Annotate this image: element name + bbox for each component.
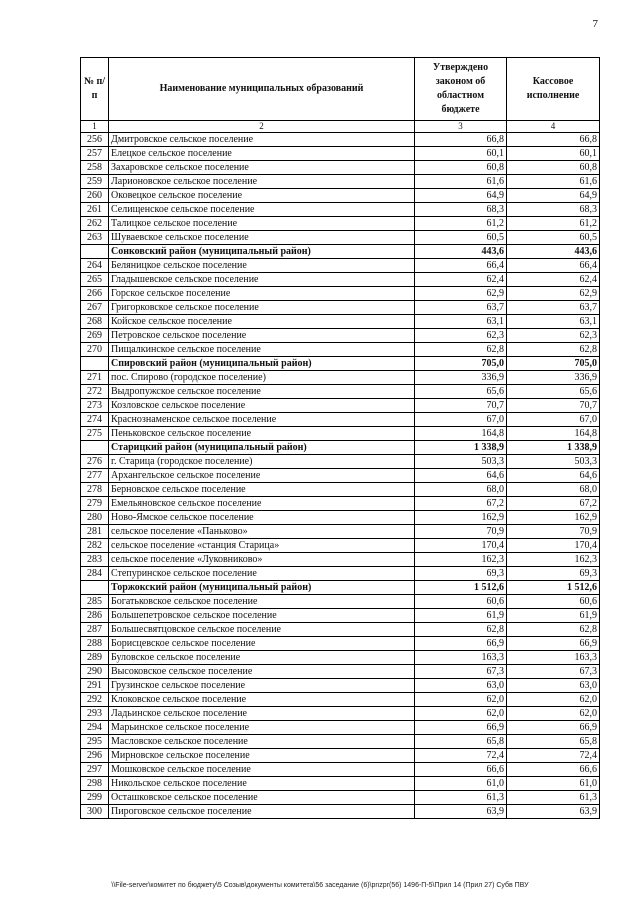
executed-amount: 162,3 (507, 553, 600, 567)
table-row (81, 175, 600, 189)
page-number: 7 (592, 18, 598, 30)
executed-amount: 170,4 (507, 539, 600, 553)
executed-amount: 503,3 (507, 455, 600, 469)
table-row (81, 553, 600, 567)
executed-amount: 68,0 (507, 483, 600, 497)
row-number: 275 (81, 427, 109, 441)
row-number: 277 (81, 469, 109, 483)
row-number: 297 (81, 763, 109, 777)
column-index: 1 (81, 121, 109, 133)
row-number: 282 (81, 539, 109, 553)
table-row (81, 777, 600, 791)
table-row (81, 399, 600, 413)
approved-amount: 66,9 (415, 721, 507, 735)
approved-amount: 69,3 (415, 567, 507, 581)
column-index: 3 (415, 121, 507, 133)
table-row (81, 637, 600, 651)
municipality-name: сельское поселение «станция Старица» (109, 539, 415, 553)
district-row (81, 357, 600, 371)
table-row (81, 721, 600, 735)
executed-amount: 63,9 (507, 805, 600, 819)
table-row (81, 693, 600, 707)
municipality-name: Ларионовское сельское поселение (109, 175, 415, 189)
approved-amount: 336,9 (415, 371, 507, 385)
approved-amount: 62,9 (415, 287, 507, 301)
approved-amount: 66,8 (415, 133, 507, 147)
approved-amount: 705,0 (415, 357, 507, 371)
executed-amount: 63,1 (507, 315, 600, 329)
executed-amount: 1 338,9 (507, 441, 600, 455)
executed-amount: 62,8 (507, 623, 600, 637)
municipality-name: пос. Спирово (городское поселение) (109, 371, 415, 385)
municipality-name: Горское сельское поселение (109, 287, 415, 301)
executed-amount: 64,6 (507, 469, 600, 483)
row-number: 259 (81, 175, 109, 189)
row-number: 280 (81, 511, 109, 525)
executed-amount: 68,3 (507, 203, 600, 217)
municipality-name: Архангельское сельское поселение (109, 469, 415, 483)
table-row (81, 735, 600, 749)
executed-amount: 62,0 (507, 693, 600, 707)
municipality-name: Селищенское сельское поселение (109, 203, 415, 217)
approved-amount: 67,2 (415, 497, 507, 511)
row-number: 268 (81, 315, 109, 329)
executed-amount: 72,4 (507, 749, 600, 763)
row-number (81, 441, 109, 455)
approved-amount: 64,6 (415, 469, 507, 483)
table-row (81, 805, 600, 819)
row-number: 266 (81, 287, 109, 301)
row-number: 276 (81, 455, 109, 469)
row-number: 285 (81, 595, 109, 609)
table-row (81, 469, 600, 483)
municipality-name: Ново-Ямское сельское поселение (109, 511, 415, 525)
municipality-name: сельское поселение «Паньково» (109, 525, 415, 539)
row-number: 299 (81, 791, 109, 805)
executed-amount: 67,3 (507, 665, 600, 679)
approved-amount: 66,9 (415, 637, 507, 651)
municipality-name: Сонковский район (муниципальный район) (109, 245, 415, 259)
approved-amount: 61,9 (415, 609, 507, 623)
municipality-name: Беляницкое сельское поселение (109, 259, 415, 273)
table-row (81, 301, 600, 315)
approved-amount: 63,0 (415, 679, 507, 693)
column-index-row (81, 121, 600, 133)
row-number: 278 (81, 483, 109, 497)
municipality-name: Оковецкое сельское поселение (109, 189, 415, 203)
table-row (81, 763, 600, 777)
approved-amount: 61,2 (415, 217, 507, 231)
table-row (81, 231, 600, 245)
municipality-name: Спировский район (муниципальный район) (109, 357, 415, 371)
executed-amount: 67,2 (507, 497, 600, 511)
row-number: 287 (81, 623, 109, 637)
approved-amount: 65,8 (415, 735, 507, 749)
executed-amount: 65,6 (507, 385, 600, 399)
municipality-name: Петровское сельское поселение (109, 329, 415, 343)
executed-amount: 63,7 (507, 301, 600, 315)
municipality-name: Большесвятцовское сельское поселение (109, 623, 415, 637)
approved-amount: 443,6 (415, 245, 507, 259)
approved-amount: 72,4 (415, 749, 507, 763)
table-row (81, 161, 600, 175)
row-number (81, 357, 109, 371)
table-row (81, 371, 600, 385)
approved-amount: 170,4 (415, 539, 507, 553)
district-row (81, 581, 600, 595)
row-number: 256 (81, 133, 109, 147)
approved-amount: 62,3 (415, 329, 507, 343)
municipality-name: Буловское сельское поселение (109, 651, 415, 665)
row-number: 293 (81, 707, 109, 721)
table-row (81, 679, 600, 693)
table-row (81, 427, 600, 441)
municipality-name: Масловское сельское поселение (109, 735, 415, 749)
approved-amount: 62,8 (415, 343, 507, 357)
municipality-name: Пищалкинское сельское поселение (109, 343, 415, 357)
approved-amount: 67,3 (415, 665, 507, 679)
approved-amount: 63,7 (415, 301, 507, 315)
approved-amount: 61,3 (415, 791, 507, 805)
municipality-name: Койское сельское поселение (109, 315, 415, 329)
approved-amount: 66,4 (415, 259, 507, 273)
approved-amount: 66,6 (415, 763, 507, 777)
table-row (81, 329, 600, 343)
row-number: 260 (81, 189, 109, 203)
row-number: 286 (81, 609, 109, 623)
table-row (81, 413, 600, 427)
municipality-name: Шуваевское сельское поселение (109, 231, 415, 245)
column-index: 2 (109, 121, 415, 133)
column-index: 4 (507, 121, 600, 133)
executed-amount: 336,9 (507, 371, 600, 385)
municipality-name: Марьинское сельское поселение (109, 721, 415, 735)
approved-amount: 68,0 (415, 483, 507, 497)
municipality-name: Большепетровское сельское поселение (109, 609, 415, 623)
approved-amount: 164,8 (415, 427, 507, 441)
municipality-name: Старицкий район (муниципальный район) (109, 441, 415, 455)
municipality-name: Ладьинское сельское поселение (109, 707, 415, 721)
table-row (81, 525, 600, 539)
approved-amount: 62,8 (415, 623, 507, 637)
municipality-name: Емельяновское сельское поселение (109, 497, 415, 511)
executed-amount: 163,3 (507, 651, 600, 665)
approved-amount: 162,9 (415, 511, 507, 525)
executed-amount: 66,9 (507, 637, 600, 651)
row-number: 279 (81, 497, 109, 511)
row-number: 273 (81, 399, 109, 413)
municipality-name: Пироговское сельское поселение (109, 805, 415, 819)
approved-amount: 70,7 (415, 399, 507, 413)
header-num: № п/п (81, 58, 109, 121)
executed-amount: 164,8 (507, 427, 600, 441)
approved-amount: 63,1 (415, 315, 507, 329)
approved-amount: 60,8 (415, 161, 507, 175)
executed-amount: 62,0 (507, 707, 600, 721)
row-number: 264 (81, 259, 109, 273)
row-number (81, 581, 109, 595)
approved-amount: 1 512,6 (415, 581, 507, 595)
table-row (81, 483, 600, 497)
executed-amount: 60,6 (507, 595, 600, 609)
row-number: 267 (81, 301, 109, 315)
table-row (81, 609, 600, 623)
municipality-name: Талицкое сельское поселение (109, 217, 415, 231)
executed-amount: 62,4 (507, 273, 600, 287)
executed-amount: 1 512,6 (507, 581, 600, 595)
footer-file-path: \\File-server\комитет по бюджету\5 Созыв\документы комитета\56 заседание (6)\pnzpr(56) 1496-П-5\Прил 14 (Прил 27) Субв ПВУ (111, 882, 529, 889)
table-row (81, 595, 600, 609)
table-header-row (81, 58, 600, 121)
approved-amount: 63,9 (415, 805, 507, 819)
approved-amount: 68,3 (415, 203, 507, 217)
row-number: 298 (81, 777, 109, 791)
approved-amount: 62,0 (415, 693, 507, 707)
row-number (81, 245, 109, 259)
table-row (81, 203, 600, 217)
row-number: 257 (81, 147, 109, 161)
row-number: 269 (81, 329, 109, 343)
district-row (81, 245, 600, 259)
table-row (81, 497, 600, 511)
row-number: 290 (81, 665, 109, 679)
row-number: 271 (81, 371, 109, 385)
table-row (81, 287, 600, 301)
approved-amount: 162,3 (415, 553, 507, 567)
row-number: 296 (81, 749, 109, 763)
executed-amount: 61,2 (507, 217, 600, 231)
executed-amount: 62,8 (507, 343, 600, 357)
row-number: 261 (81, 203, 109, 217)
municipality-name: Мошковское сельское поселение (109, 763, 415, 777)
executed-amount: 443,6 (507, 245, 600, 259)
table-row (81, 623, 600, 637)
row-number: 289 (81, 651, 109, 665)
approved-amount: 62,0 (415, 707, 507, 721)
executed-amount: 66,9 (507, 721, 600, 735)
municipality-name: сельское поселение «Луковниково» (109, 553, 415, 567)
row-number: 284 (81, 567, 109, 581)
row-number: 274 (81, 413, 109, 427)
municipality-name: Богатьковское сельское поселение (109, 595, 415, 609)
row-number: 288 (81, 637, 109, 651)
municipality-name: Гладышевское сельское поселение (109, 273, 415, 287)
executed-amount: 61,9 (507, 609, 600, 623)
executed-amount: 66,6 (507, 763, 600, 777)
executed-amount: 69,3 (507, 567, 600, 581)
municipality-name: Берновское сельское поселение (109, 483, 415, 497)
row-number: 292 (81, 693, 109, 707)
table-row (81, 133, 600, 147)
executed-amount: 61,0 (507, 777, 600, 791)
table-row (81, 455, 600, 469)
row-number: 263 (81, 231, 109, 245)
table-row (81, 791, 600, 805)
row-number: 262 (81, 217, 109, 231)
district-row (81, 441, 600, 455)
row-number: 270 (81, 343, 109, 357)
municipality-name: Степуринское сельское поселение (109, 567, 415, 581)
table-row (81, 707, 600, 721)
table-row (81, 259, 600, 273)
municipality-name: Елецкое сельское поселение (109, 147, 415, 161)
municipality-name: Торжокский район (муниципальный район) (109, 581, 415, 595)
row-number: 294 (81, 721, 109, 735)
table-row (81, 511, 600, 525)
executed-amount: 70,9 (507, 525, 600, 539)
executed-amount: 162,9 (507, 511, 600, 525)
table-row (81, 315, 600, 329)
municipality-name: Высоковское сельское поселение (109, 665, 415, 679)
municipality-name: Мирновское сельское поселение (109, 749, 415, 763)
table-row (81, 749, 600, 763)
municipality-name: Пеньковское сельское поселение (109, 427, 415, 441)
approved-amount: 70,9 (415, 525, 507, 539)
row-number: 265 (81, 273, 109, 287)
approved-amount: 60,5 (415, 231, 507, 245)
row-number: 281 (81, 525, 109, 539)
municipality-name: Григорковское сельское поселение (109, 301, 415, 315)
approved-amount: 60,6 (415, 595, 507, 609)
executed-amount: 67,0 (507, 413, 600, 427)
table-row (81, 189, 600, 203)
municipality-name: Дмитровское сельское поселение (109, 133, 415, 147)
table-row (81, 385, 600, 399)
table-row (81, 217, 600, 231)
executed-amount: 65,8 (507, 735, 600, 749)
header-approved: Утверждено законом об областном бюджете (415, 58, 507, 121)
municipality-name: Выдропужское сельское поселение (109, 385, 415, 399)
executed-amount: 62,9 (507, 287, 600, 301)
table-row (81, 651, 600, 665)
executed-amount: 60,5 (507, 231, 600, 245)
municipality-name: г. Старица (городское поселение) (109, 455, 415, 469)
table-row (81, 273, 600, 287)
executed-amount: 60,8 (507, 161, 600, 175)
approved-amount: 62,4 (415, 273, 507, 287)
table-row (81, 665, 600, 679)
table-row (81, 343, 600, 357)
table-row (81, 539, 600, 553)
row-number: 300 (81, 805, 109, 819)
executed-amount: 70,7 (507, 399, 600, 413)
row-number: 272 (81, 385, 109, 399)
executed-amount: 66,8 (507, 133, 600, 147)
municipality-name: Никольское сельское поселение (109, 777, 415, 791)
budget-table (80, 57, 600, 819)
executed-amount: 62,3 (507, 329, 600, 343)
municipality-name: Грузинское сельское поселение (109, 679, 415, 693)
municipality-name: Краснознаменское сельское поселение (109, 413, 415, 427)
municipality-name: Клоковское сельское поселение (109, 693, 415, 707)
approved-amount: 61,0 (415, 777, 507, 791)
approved-amount: 60,1 (415, 147, 507, 161)
municipality-name: Захаровское сельское поселение (109, 161, 415, 175)
municipality-name: Борисцевское сельское поселение (109, 637, 415, 651)
row-number: 283 (81, 553, 109, 567)
approved-amount: 61,6 (415, 175, 507, 189)
header-name: Наименование муниципальных образований (109, 58, 415, 121)
approved-amount: 503,3 (415, 455, 507, 469)
approved-amount: 1 338,9 (415, 441, 507, 455)
approved-amount: 67,0 (415, 413, 507, 427)
header-executed: Кассовое исполнение (507, 58, 600, 121)
row-number: 258 (81, 161, 109, 175)
executed-amount: 64,9 (507, 189, 600, 203)
table-row (81, 147, 600, 161)
executed-amount: 63,0 (507, 679, 600, 693)
municipality-name: Осташковское сельское поселение (109, 791, 415, 805)
row-number: 295 (81, 735, 109, 749)
executed-amount: 66,4 (507, 259, 600, 273)
executed-amount: 60,1 (507, 147, 600, 161)
approved-amount: 65,6 (415, 385, 507, 399)
executed-amount: 705,0 (507, 357, 600, 371)
approved-amount: 163,3 (415, 651, 507, 665)
table-row (81, 567, 600, 581)
municipality-name: Козловское сельское поселение (109, 399, 415, 413)
executed-amount: 61,3 (507, 791, 600, 805)
executed-amount: 61,6 (507, 175, 600, 189)
approved-amount: 64,9 (415, 189, 507, 203)
row-number: 291 (81, 679, 109, 693)
